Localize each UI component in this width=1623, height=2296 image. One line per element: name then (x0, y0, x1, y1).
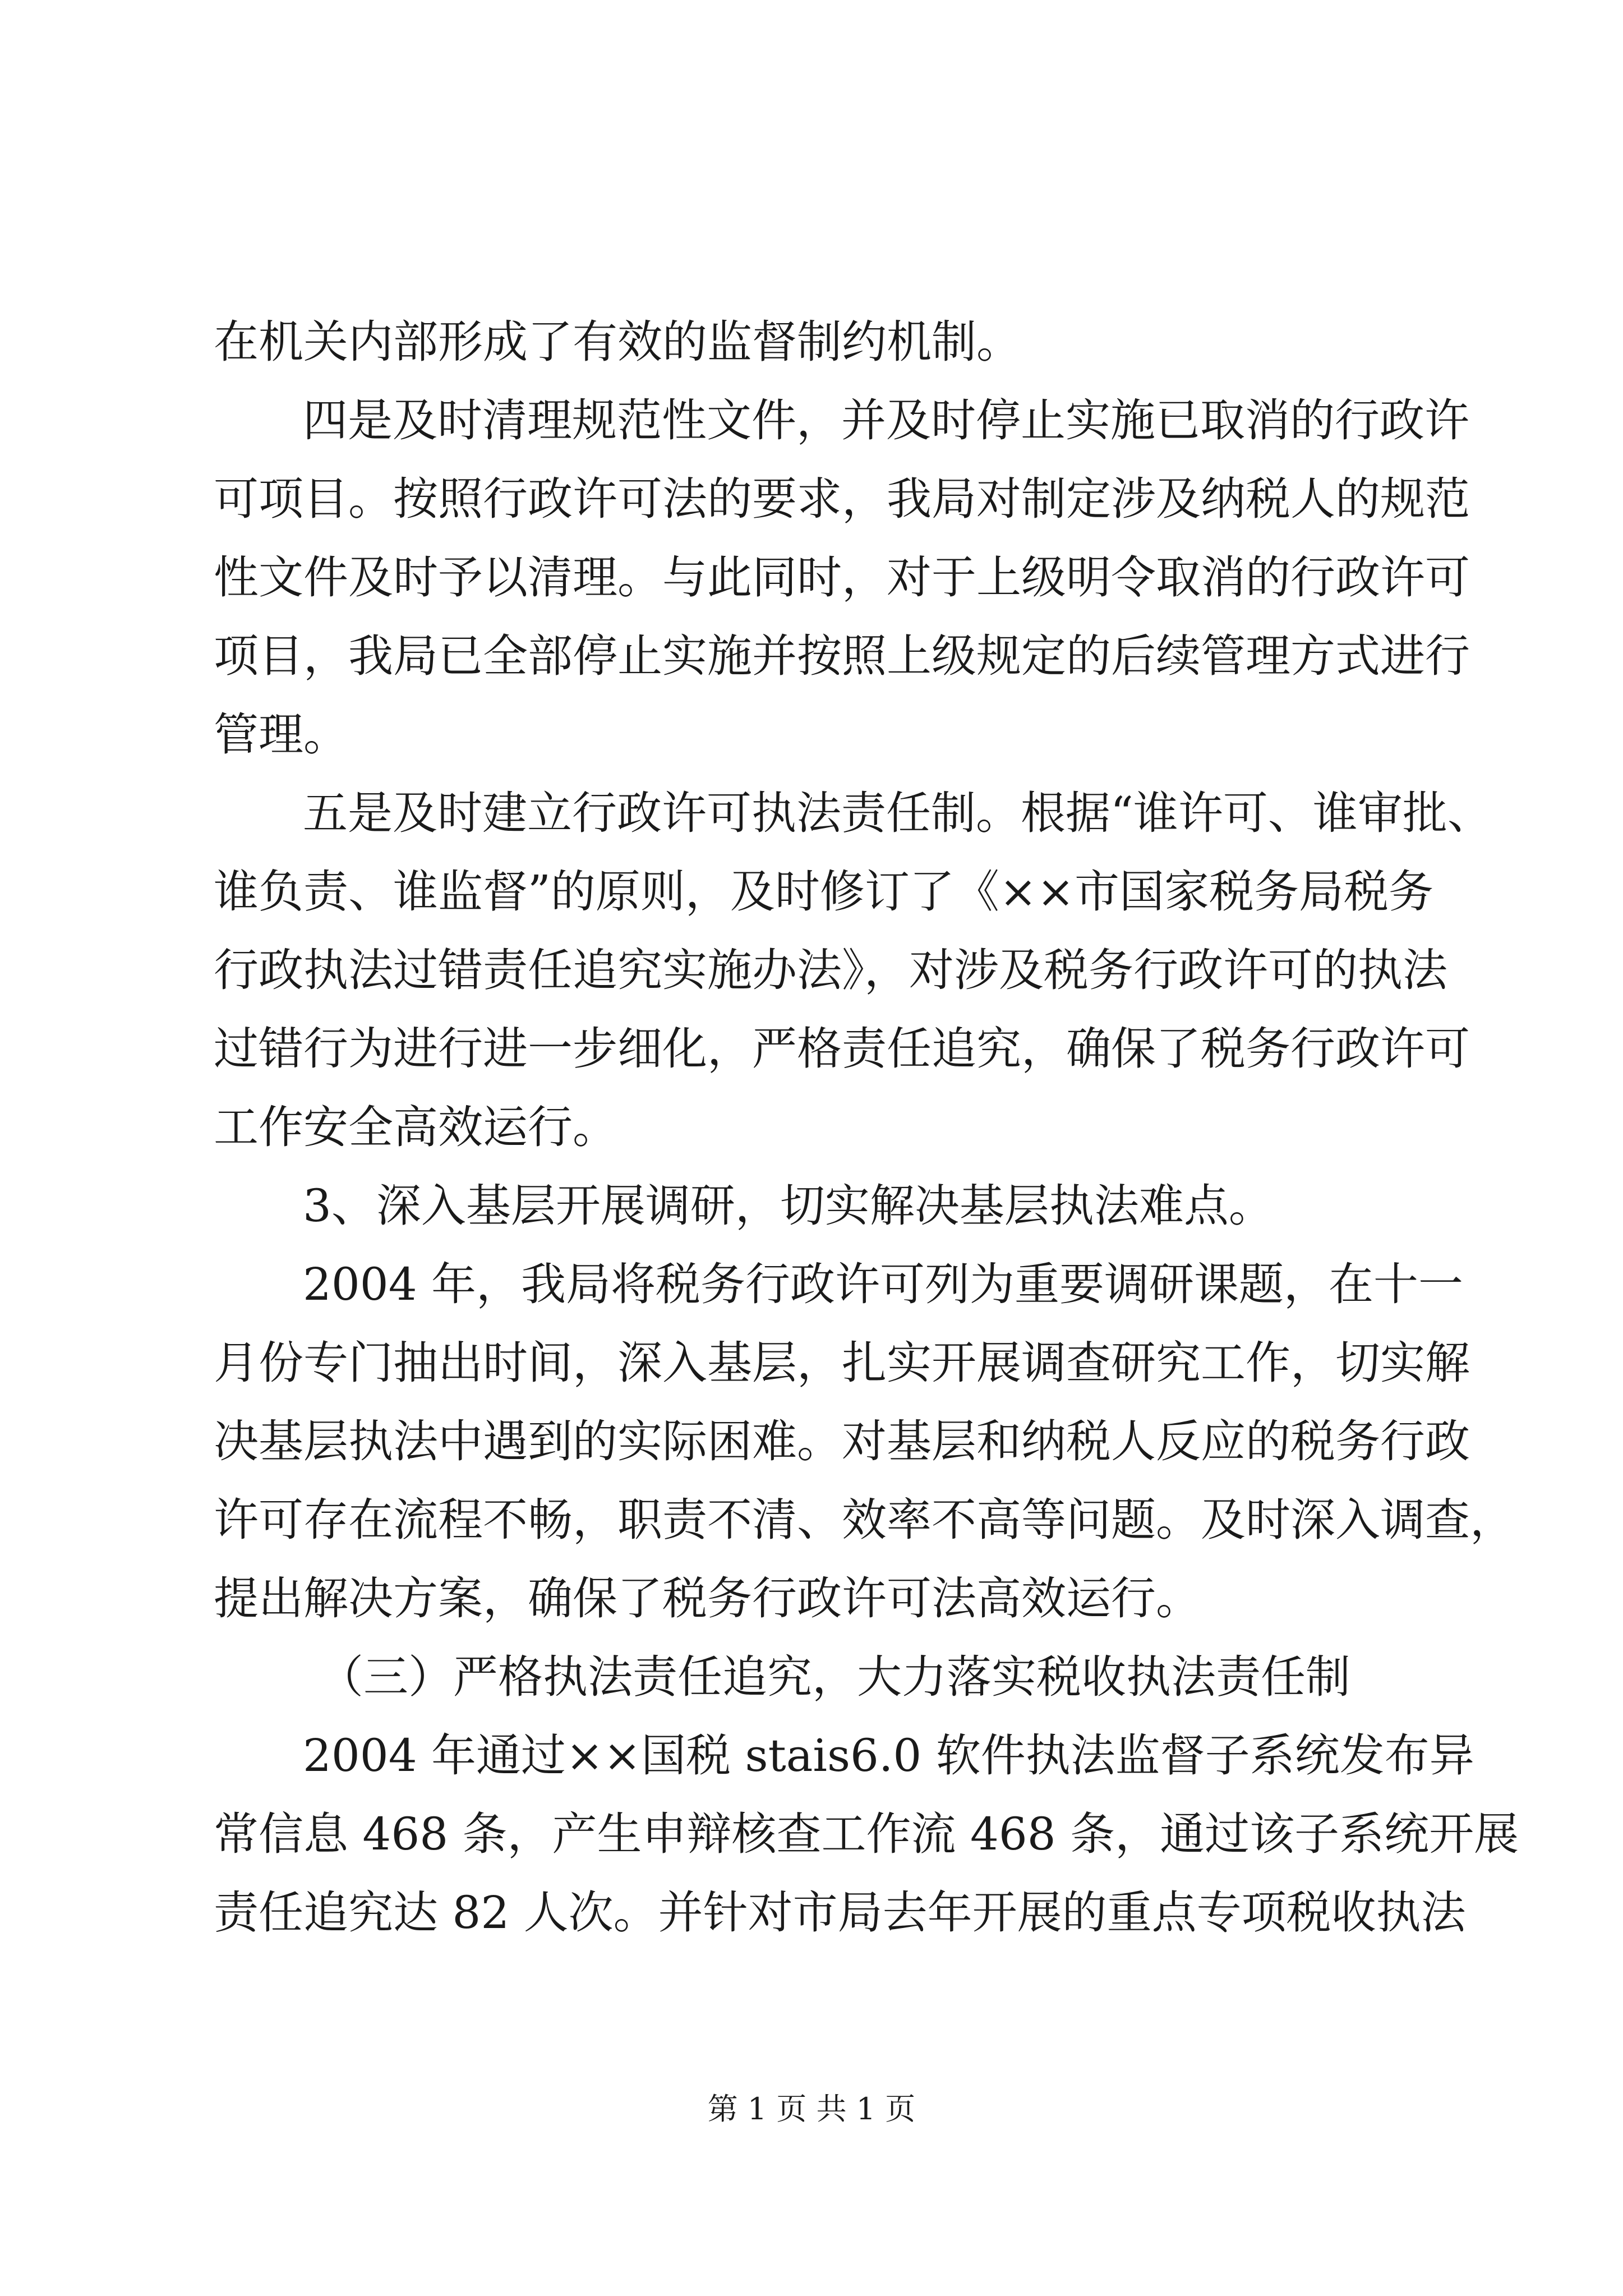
paragraph-line: 工作安全高效运行。 (214, 1101, 617, 1153)
paragraph-line: 可项目。按照行政许可法的要求，我局对制定涉及纳税人的规范 (214, 473, 1470, 525)
paragraph-line: 四是及时清理规范性文件，并及时停止实施已取消的行政许 (303, 394, 1469, 447)
paragraph-line: 谁负责、谁监督”的原则，及时修订了《××市国家税务局税务 (214, 866, 1433, 918)
paragraph-line: 性文件及时予以清理。与此同时，对于上级明令取消的行政许可 (214, 551, 1470, 604)
paragraph-line: 在机关内部形成了有效的监督制约机制。 (214, 316, 1021, 368)
paragraph-line: 月份专门抽出时间，深入基层，扎实开展调查研究工作，切实解 (214, 1337, 1470, 1389)
paragraph-line: 过错行为进行进一步细化，严格责任追究，确保了税务行政许可 (214, 1023, 1470, 1075)
paragraph-line: 管理。 (214, 708, 348, 761)
paragraph-line: 决基层执法中遇到的实际困难。对基层和纳税人反应的税务行政 (214, 1415, 1470, 1467)
paragraph-line: 常信息 468 条，产生申辩核查工作流 468 条，通过该子系统开展 (214, 1808, 1519, 1860)
section-heading: 3、深入基层开展调研，切实解决基层执法难点。 (303, 1180, 1274, 1232)
paragraph-line: 责任追究达 82 人次。并针对市局去年开展的重点专项税收执法 (214, 1887, 1466, 1939)
subsection-heading: （三）严格执法责任追究，大力落实税收执法责任制 (319, 1651, 1350, 1703)
paragraph-line: 提出解决方案，确保了税务行政许可法高效运行。 (214, 1572, 1201, 1625)
paragraph-line: 2004 年通过××国税 stais6.0 软件执法监督子系统发布异 (303, 1729, 1474, 1782)
paragraph-line: 项目，我局已全部停止实施并按照上级规定的后续管理方式进行 (214, 630, 1470, 682)
page-footer: 第 1 页 共 1 页 (707, 2091, 916, 2127)
paragraph-line: 行政执法过错责任追究实施办法》，对涉及税务行政许可的执法 (214, 944, 1447, 996)
paragraph-line: 2004 年，我局将税务行政许可列为重要调研课题，在十一 (303, 1258, 1464, 1310)
paragraph-line: 五是及时建立行政许可执法责任制。根据“谁许可、谁审批、 (303, 787, 1492, 839)
paragraph-line: 许可存在流程不畅，职责不清、效率不高等问题。及时深入调查， (214, 1494, 1515, 1546)
